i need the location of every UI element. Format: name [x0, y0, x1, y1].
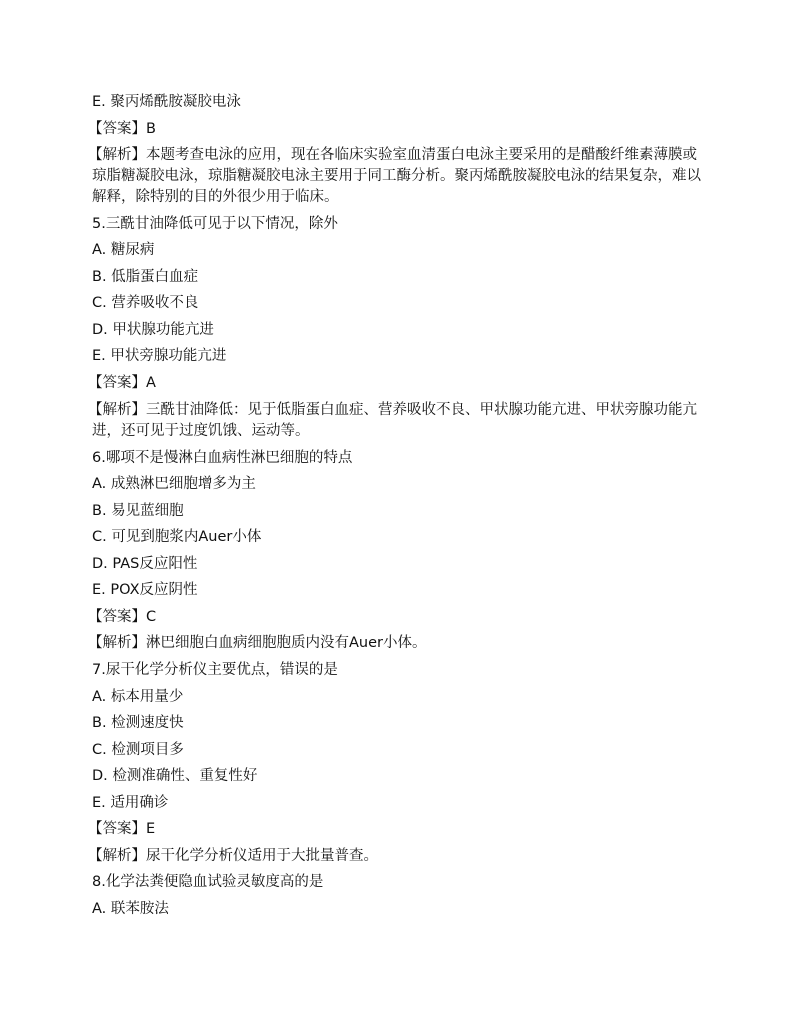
answer-label: 【答案】 — [88, 609, 146, 625]
explanation-text: 本题考查电泳的应用，现在各临床实验室血清蛋白电泳主要采用的是醋酸纤维素薄膜或琼脂糖凝胶电泳，琼脂糖凝胶电泳主要用于同工酶分析。聚丙烯酰胺凝胶电泳的结果复杂，难以解释，除特别的目的外很少用于临床。 — [92, 147, 701, 205]
q7-option-b: B. 检测速度快 — [92, 715, 184, 731]
q7-answer-line — [88, 819, 702, 839]
q5-option-d: D. 甲状腺功能亢进 — [92, 322, 214, 338]
q6-option-b: B. 易见蓝细胞 — [92, 503, 184, 519]
explanation-label: 【解析】 — [88, 848, 146, 864]
answer-label: 【答案】 — [88, 375, 146, 391]
option-e: E. 聚丙烯酰胺凝胶电泳 — [92, 94, 241, 110]
question-8: 8.化学法粪便隐血试验灵敏度高的是 — [92, 874, 324, 890]
explanation-label: 【解析】 — [88, 402, 146, 418]
answer-value: E — [146, 821, 156, 837]
answer-label: 【答案】 — [88, 121, 146, 137]
answer-value: B — [146, 121, 156, 137]
q7-option-a: A. 标本用量少 — [92, 689, 184, 705]
explanation-text: 淋巴细胞白血病细胞胞质内没有Auer小体。 — [146, 635, 427, 651]
q8-option-a: A. 联苯胺法 — [92, 901, 169, 917]
question-6: 6.哪项不是慢淋白血病性淋巴细胞的特点 — [92, 450, 353, 466]
explanation-label: 【解析】 — [88, 147, 146, 163]
q6-option-c: C. 可见到胞浆内Auer小体 — [92, 529, 262, 545]
explanation-text: 三酰甘油降低：见于低脂蛋白血症、营养吸收不良、甲状腺功能亢进、甲状旁腺功能亢进，还可见于过度饥饿、运动等。 — [92, 402, 697, 439]
answer-value: C — [146, 609, 157, 625]
question-5: 5.三酰甘油降低可见于以下情况，除外 — [92, 216, 338, 232]
q7-option-d: D. 检测准确性、重复性好 — [92, 768, 258, 784]
q6-option-d: D. PAS反应阳性 — [92, 556, 198, 572]
explanation-label: 【解析】 — [88, 635, 146, 651]
answer-value: A — [146, 375, 156, 391]
q6-option-a: A. 成熟淋巴细胞增多为主 — [92, 476, 256, 492]
q7-option-e: E. 适用确诊 — [92, 795, 169, 811]
answer-line — [88, 119, 702, 139]
q5-option-a: A. 糖尿病 — [92, 242, 155, 258]
q6-explanation — [88, 633, 702, 653]
q5-option-b: B. 低脂蛋白血症 — [92, 269, 199, 285]
q7-explanation — [88, 846, 702, 866]
q5-answer-line — [88, 373, 702, 393]
question-7: 7.尿干化学分析仪主要优点，错误的是 — [92, 662, 338, 678]
q5-option-c: C. 营养吸收不良 — [92, 295, 199, 311]
explanation-text: 尿干化学分析仪适用于大批量普查。 — [146, 848, 378, 864]
q6-option-e: E. POX反应阴性 — [92, 582, 198, 598]
q6-answer-line — [88, 607, 702, 627]
q5-option-e: E. 甲状旁腺功能亢进 — [92, 348, 227, 364]
answer-label: 【答案】 — [88, 821, 146, 837]
explanation — [88, 145, 702, 208]
q7-option-c: C. 检测项目多 — [92, 742, 184, 758]
q5-explanation — [88, 400, 702, 442]
